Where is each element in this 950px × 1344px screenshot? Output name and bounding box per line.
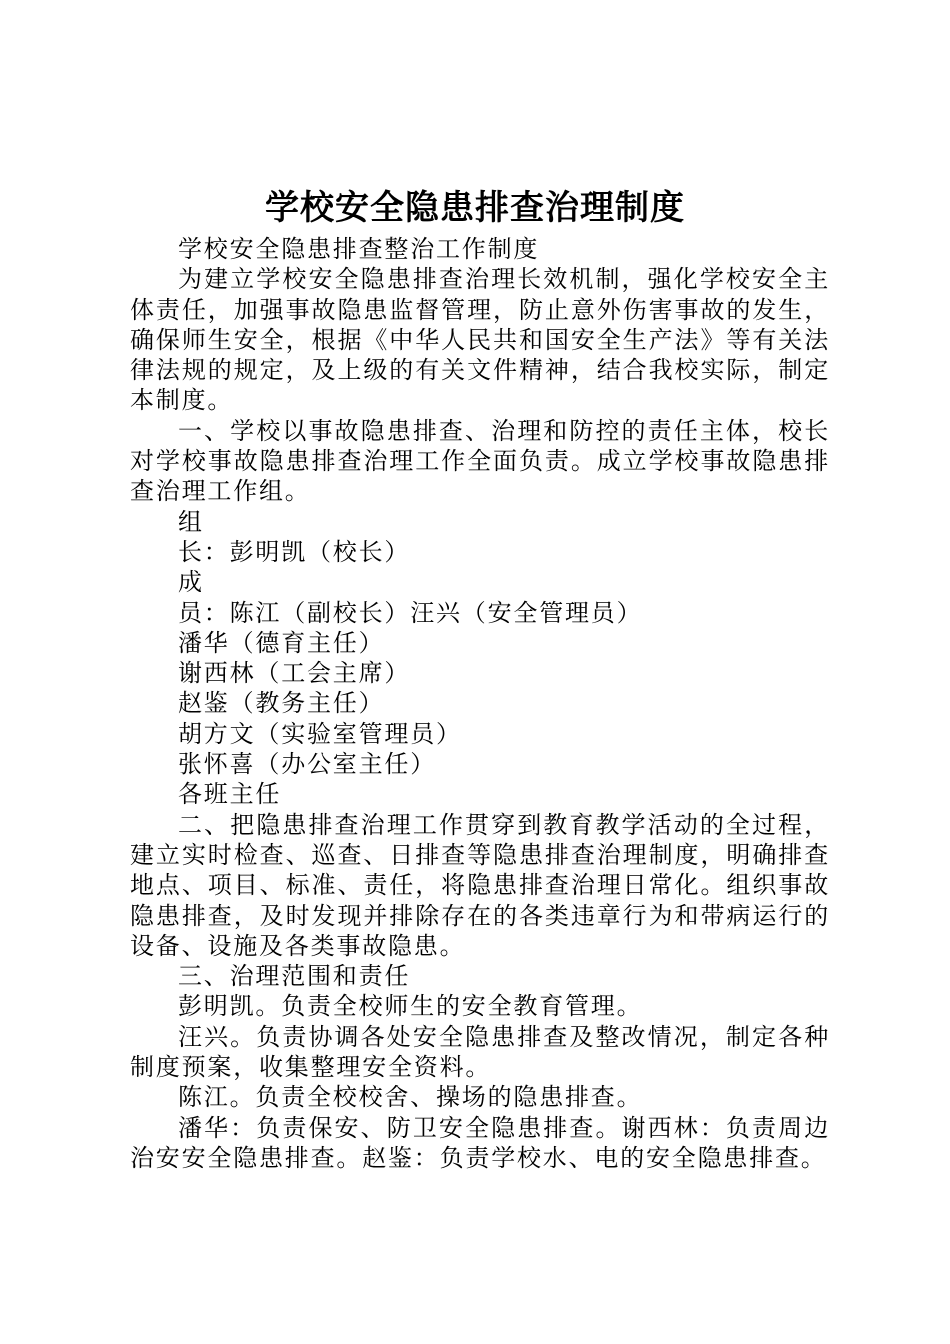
paragraph-group-leader: 长：彭明凯（校长）: [178, 537, 411, 566]
paragraph-member: 潘华（德育主任）: [178, 628, 385, 657]
paragraph-duty: 汪兴。负责协调各处安全隐患排查及整改情况，制定各种制度预案，收集整理安全资料。: [130, 1022, 830, 1082]
paragraph-member: 赵鉴（教务主任）: [178, 689, 385, 718]
paragraph-section-1: 一、学校以事故隐患排查、治理和防控的责任主体，校长对学校事故隐患排查治理工作全面负责。成立学校事故隐患排查治理工作组。: [130, 416, 830, 506]
paragraph-section-3-heading: 三、治理范围和责任: [178, 962, 411, 991]
paragraph-section-2: 二、把隐患排查治理工作贯穿到教育教学活动的全过程，建立实时检查、巡查、日排查等隐患排查治理制度，明确排查地点、项目、标准、责任，将隐患排查治理日常化。组织事故隐患排查，及时发现并排除存在的各类违章行为和带病运行的设备、设施及各类事故隐患。: [130, 810, 830, 960]
paragraph-intro: 为建立学校安全隐患排查治理长效机制，强化学校安全主体责任，加强事故隐患监督管理，防止意外伤害事故的发生，确保师生安全，根据《中华人民共和国安全生产法》等有关法律法规的规定，及上级的有关文件精神，结合我校实际，制定本制度。: [130, 265, 830, 415]
paragraph-members-label: 成: [178, 568, 204, 597]
paragraph-duty: 潘华：负责保安、防卫安全隐患排查。谢西林：负责周边治安安全隐患排查。赵鉴：负责学校水、电的安全隐患排查。: [130, 1113, 830, 1172]
paragraph-subtitle: 学校安全隐患排查整治工作制度: [178, 235, 540, 263]
paragraph-member: 谢西林（工会主席）: [178, 659, 411, 688]
document-body: [130, 234, 830, 1173]
paragraph-duty: 陈江。负责全校校舍、操场的隐患排查。: [178, 1083, 643, 1112]
paragraph-duty: 彭明凯。负责全校师生的安全教育管理。: [178, 992, 643, 1021]
paragraph-member: 各班主任: [178, 780, 282, 809]
paragraph-member: 张怀喜（办公室主任）: [178, 750, 436, 779]
paragraph-member: 胡方文（实验室管理员）: [178, 719, 462, 748]
paragraph-group-label: 组: [178, 507, 204, 536]
document-title: 学校安全隐患排查治理制度: [265, 188, 685, 228]
paragraph-member: 员：陈江（副校长）汪兴（安全管理员）: [178, 598, 643, 627]
